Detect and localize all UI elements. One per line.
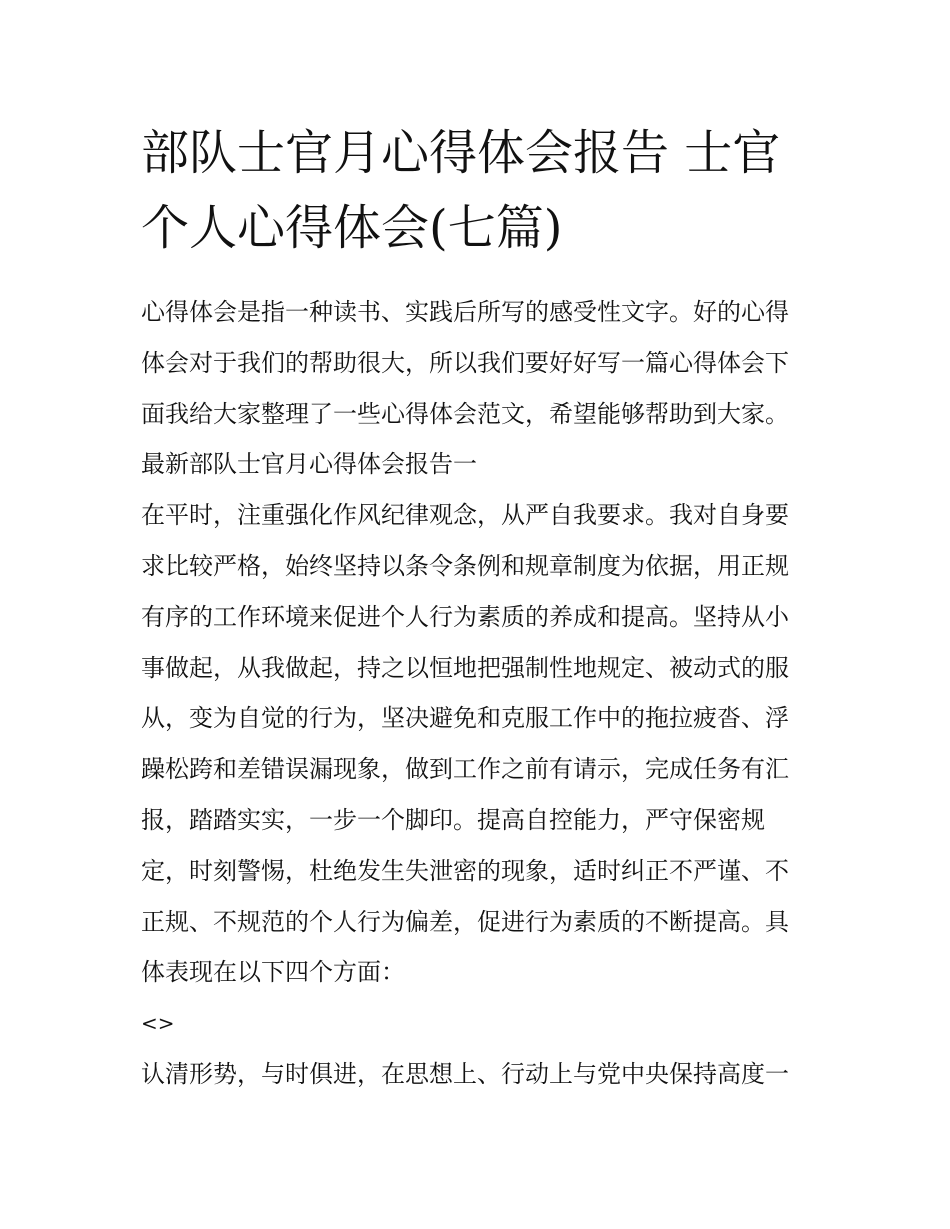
body-line: 体表现在以下四个方面： bbox=[141, 958, 405, 987]
body-line: 报，踏踏实实，一步一个脚印。提高自控能力，严守保密规 bbox=[141, 805, 765, 834]
title-line: 部队士官月心得体会报告 士官 bbox=[141, 125, 781, 181]
placeholder-marker: <> bbox=[141, 1011, 175, 1036]
title-line: 个人心得体会(七篇) bbox=[141, 200, 563, 256]
body-line: 事做起，从我做起，持之以恒地把强制性地规定、被动式的服 bbox=[141, 653, 789, 682]
body-line: 面我给大家整理了一些心得体会范文，希望能够帮助到大家。 bbox=[141, 399, 789, 428]
body-line: 求比较严格，始终坚持以条令条例和规章制度为依据，用正规 bbox=[141, 551, 789, 580]
document-content bbox=[141, 116, 813, 1100]
body-line: 躁松跨和差错误漏现象，做到工作之前有请示，完成任务有汇 bbox=[141, 755, 789, 784]
body-line: 有序的工作环境来促进个人行为素质的养成和提高。坚持从小 bbox=[141, 602, 789, 631]
document-title bbox=[141, 116, 813, 266]
body-line: 从，变为自觉的行为，坚决避免和克服工作中的拖拉疲沓、浮 bbox=[141, 704, 789, 733]
body-line: 定，时刻警惕，杜绝发生失泄密的现象，适时纠正不严谨、不 bbox=[141, 856, 789, 885]
body-line: 在平时，注重强化作风纪律观念，从严自我要求。我对自身要 bbox=[141, 501, 789, 530]
body-line: 正规、不规范的个人行为偏差，促进行为素质的不断提高。具 bbox=[141, 907, 789, 936]
body-line: 心得体会是指一种读书、实践后所写的感受性文字。好的心得 bbox=[141, 298, 789, 326]
document-body bbox=[141, 287, 813, 1100]
section-heading: 最新部队士官月心得体会报告一 bbox=[141, 450, 477, 479]
body-line: 体会对于我们的帮助很大，所以我们要好好写一篇心得体会下 bbox=[141, 348, 789, 377]
body-line: 认清形势，与时俱进，在思想上、行动上与党中央保持高度一 bbox=[141, 1059, 789, 1088]
